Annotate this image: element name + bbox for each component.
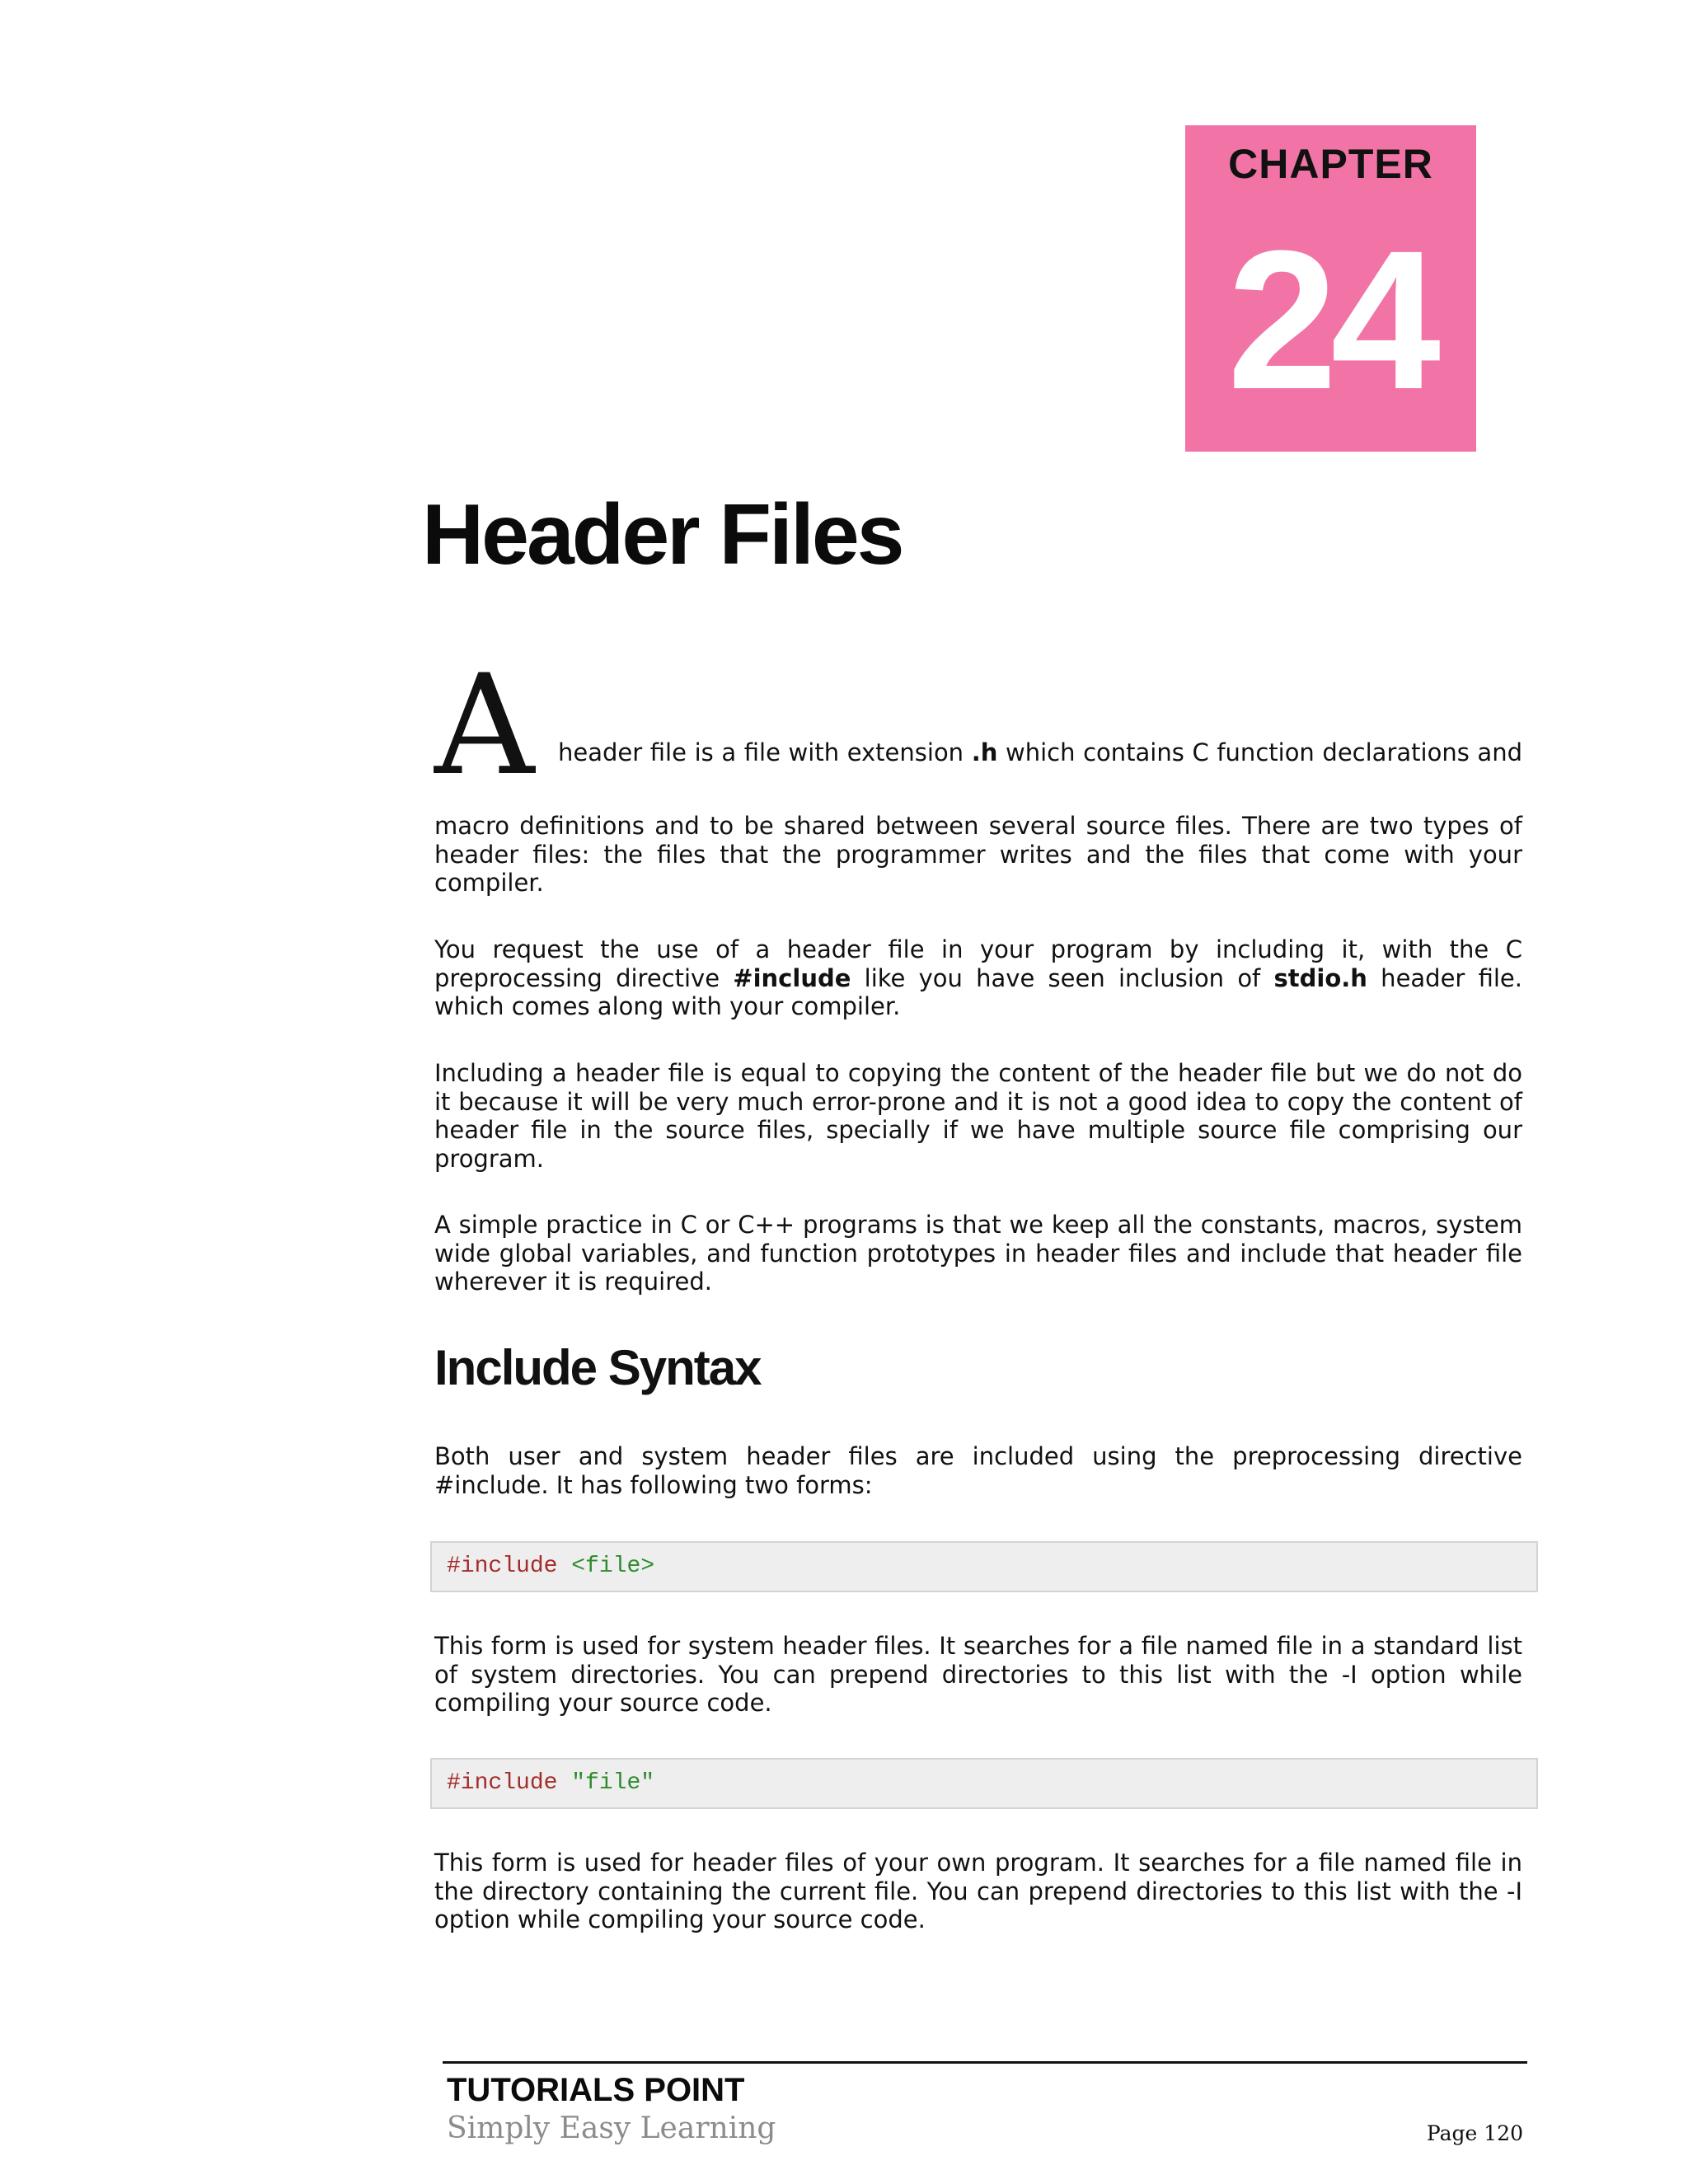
footer-divider xyxy=(443,2061,1527,2064)
chapter-number: 24 xyxy=(1227,209,1434,430)
footer-tagline: Simply Easy Learning xyxy=(447,2111,776,2145)
code-block-user-include: #include "file" xyxy=(430,1758,1538,1809)
section-heading: Include Syntax xyxy=(434,1340,761,1395)
system-header-description: This form is used for system header files. It searches for a file named file in a standard list of system directories. You can prepend directories to this list with the -I option while compiling your source code. xyxy=(434,1632,1522,1717)
footer-brand: TUTORIALS POINT xyxy=(447,2072,745,2108)
code-block-system-include: #include <file> xyxy=(430,1541,1538,1592)
drop-cap: A xyxy=(434,644,535,806)
page-number: Page 120 xyxy=(1426,2121,1523,2145)
paragraph-practice: A simple practice in C or C++ programs is that we keep all the constants, macros, system wide global variables, and function prototypes in header files and include that header file wherever it is required. xyxy=(434,1211,1522,1296)
intro-first-line xyxy=(434,644,1522,806)
paragraph-copying: Including a header file is equal to copying the content of the header file but we do not do it because it will be very much error-prone and it is not a good idea to copy the content of header file in the source files, specially if we have multiple source file comprising our program. xyxy=(434,1059,1522,1173)
chapter-label: CHAPTER xyxy=(1228,141,1433,187)
page-title: Header Files xyxy=(422,487,903,583)
chapter-badge xyxy=(1185,125,1476,452)
user-header-description: This form is used for header files of your own program. It searches for a file named file in the directory containing the current file. You can prepend directories to this list with the -I option while compiling your source code. xyxy=(434,1849,1522,1933)
intro-first-line-text: header file is a file with extension .h which contains C function declarations and xyxy=(558,738,1522,766)
intro-paragraph: macro definitions and to be shared between several source files. There are two types of header files: the files that the programmer writes and the files that come with your compiler. xyxy=(434,812,1522,897)
paragraph-include-directive: You request the use of a header file in your program by including it, with the C preprocessing directive #include like you have seen inclusion of stdio.h header file. which comes along with your compiler. xyxy=(434,935,1522,1020)
section-intro: Both user and system header files are included using the preprocessing directive #include. It has following two forms: xyxy=(434,1442,1522,1499)
